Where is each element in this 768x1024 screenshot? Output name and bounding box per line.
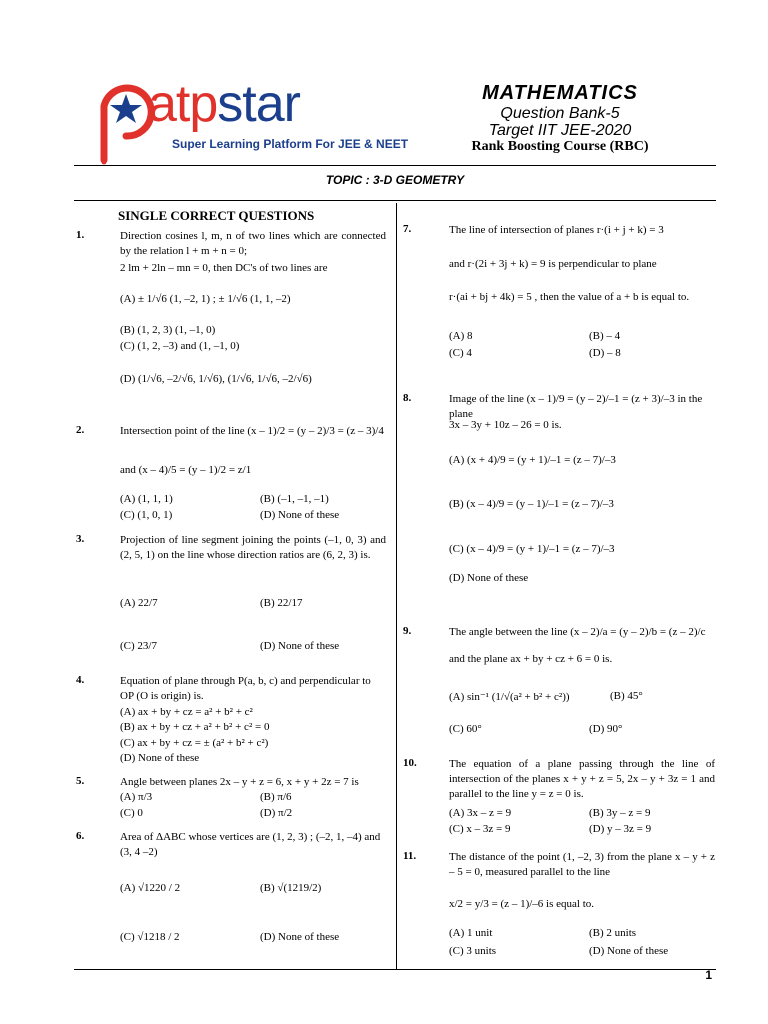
- q9-option-d: (D) 90°: [589, 723, 623, 735]
- q1-option-b: (B) (1, 2, 3) (1, –1, 0): [120, 324, 216, 336]
- q6-option-d: (D) None of these: [260, 931, 340, 943]
- q1-option-d: (D) (1/√6, –2/√6, 1/√6), (1/√6, 1/√6, –2/√6): [120, 373, 312, 385]
- q10-number: 10.: [403, 757, 417, 769]
- brand-name: [148, 74, 300, 134]
- q6-option-c: (C) √1218 / 2: [120, 931, 180, 943]
- q11-text: The distance of the point (1, –2, 3) from the plane x – y + z – 5 = 0, measured parallel to the line: [449, 851, 715, 878]
- subject-title: MATHEMATICS: [482, 82, 638, 104]
- target-exam: Target IIT JEE-2020: [488, 122, 632, 139]
- tagline: Super Learning Platform For JEE & NEET: [172, 137, 409, 151]
- q7-text2: and r·(2i + 3j + k) = 9 is perpendicular to plane: [449, 258, 657, 270]
- header-rule: [74, 165, 716, 166]
- q9-number: 9.: [403, 625, 412, 637]
- q7-text: The line of intersection of planes r·(i + j + k) = 3: [449, 224, 664, 236]
- q3-option-a: (A) 22/7: [120, 597, 158, 609]
- q1-option-a: (A) ± 1/√6 (1, –2, 1) ; ± 1/√6 (1, 1, –2): [120, 293, 291, 305]
- brand-name-star: star: [217, 75, 300, 133]
- topic-rule: [74, 200, 716, 201]
- q10-text: The equation of a plane passing through the line of intersection of the planes x + y + z = 5, 2x – y + 3z = 1 and parallel to the line y = z = 0 is.: [449, 758, 715, 800]
- q2-option-c: (C) (1, 0, 1): [120, 509, 173, 521]
- q4-option-c: (C) ax + by + cz = ± (a² + b² + c²): [120, 737, 269, 749]
- logo: [96, 78, 156, 168]
- q5-text: Angle between planes 2x – y + z = 6, x + y + 2z = 7 is: [120, 776, 359, 788]
- q10-option-d: (D) y – 3z = 9: [589, 823, 652, 835]
- q4-option-b: (B) ax + by + cz + a² + b² + c² = 0: [120, 721, 270, 733]
- q11-number: 11.: [403, 850, 417, 862]
- q2-option-d: (D) None of these: [260, 509, 340, 521]
- q7-text3: r·(ai + bj + 4k) = 5 , then the value of a + b is equal to.: [449, 291, 690, 303]
- q3-number: 3.: [76, 533, 85, 545]
- q10-option-b: (B) 3y – z = 9: [589, 807, 651, 819]
- q9-option-c: (C) 60°: [449, 723, 482, 735]
- q2-option-a: (A) (1, 1, 1): [120, 493, 173, 505]
- q5-option-d: (D) π/2: [260, 807, 293, 819]
- q5-number: 5.: [76, 775, 85, 787]
- q7-option-d: (D) – 8: [589, 347, 621, 359]
- star-p-logo-icon: [96, 78, 156, 168]
- q11-option-b: (B) 2 units: [589, 927, 637, 939]
- course-name: Rank Boosting Course (RBC): [471, 139, 649, 154]
- q11-option-c: (C) 3 units: [449, 945, 497, 957]
- q2-text: Intersection point of the line (x – 1)/2 = (y – 2)/3 = (z – 3)/4: [120, 425, 384, 437]
- q8-option-a: (A) (x + 4)/9 = (y + 1)/–1 = (z – 7)/–3: [449, 454, 616, 466]
- q11-text2: x/2 = y/3 = (z – 1)/–6 is equal to.: [449, 898, 594, 910]
- q1-number: 1.: [76, 229, 85, 241]
- topic-title: TOPIC : 3-D GEOMETRY: [325, 173, 465, 187]
- page-number: 1: [705, 968, 712, 982]
- q7-option-a: (A) 8: [449, 330, 473, 342]
- q6-option-a: (A) √1220 / 2: [120, 882, 181, 894]
- question-bank: Question Bank-5: [500, 105, 620, 122]
- q8-text: Image of the line (x – 1)/9 = (y – 2)/–1 = (z + 3)/–3 in the plane: [449, 393, 703, 420]
- q2-option-b: (B) (–1, –1, –1): [260, 493, 329, 505]
- q9-text: The angle between the line (x – 2)/a = (y – 2)/b = (z – 2)/c: [449, 626, 706, 638]
- q6-text: Area of ΔABC whose vertices are (1, 2, 3) ; (–2, 1, –4) and (3, 4 –2): [120, 831, 381, 858]
- q8-option-b: (B) (x – 4)/9 = (y – 1)/–1 = (z – 7)/–3: [449, 498, 614, 510]
- q8-number: 8.: [403, 392, 412, 404]
- q7-option-c: (C) 4: [449, 347, 472, 359]
- section-title: SINGLE CORRECT QUESTIONS: [118, 208, 315, 223]
- q3-option-b: (B) 22/17: [260, 597, 303, 609]
- q3-option-d: (D) None of these: [260, 640, 340, 652]
- q8-option-c: (C) (x – 4)/9 = (y + 1)/–1 = (z – 7)/–3: [449, 543, 615, 555]
- q8-text2: 3x – 3y + 10z – 26 = 0 is.: [449, 419, 562, 431]
- q1-text: Direction cosines l, m, n of two lines which are connected by the relation l + m + n = 0;: [120, 230, 386, 257]
- footer-rule: [74, 969, 716, 970]
- q4-option-d: (D) None of these: [120, 752, 200, 764]
- q7-option-b: (B) – 4: [589, 330, 621, 342]
- q5-option-c: (C) 0: [120, 807, 143, 819]
- header-info: [440, 82, 680, 155]
- q9-option-b: (B) 45°: [610, 690, 643, 702]
- q5-option-a: (A) π/3: [120, 791, 153, 803]
- q11-option-d: (D) None of these: [589, 945, 669, 957]
- column-divider: [396, 203, 397, 969]
- q8-option-d: (D) None of these: [449, 572, 529, 584]
- q10-option-a: (A) 3x – z = 9: [449, 807, 512, 819]
- q4-text: Equation of plane through P(a, b, c) and perpendicular to OP (O is origin) is.: [120, 675, 371, 702]
- q6-option-b: (B) √(1219/2): [260, 882, 322, 894]
- q1-option-c: (C) (1, 2, –3) and (1, –1, 0): [120, 340, 240, 352]
- q3-text: Projection of line segment joining the points (–1, 0, 3) and (2, 5, 1) on the line whose direction ratios are (6, 2, 3) is.: [120, 534, 386, 561]
- q2-text2: and (x – 4)/5 = (y – 1)/2 = z/1: [120, 464, 252, 476]
- q11-option-a: (A) 1 unit: [449, 927, 493, 939]
- q5-option-b: (B) π/6: [260, 791, 292, 803]
- q6-number: 6.: [76, 830, 85, 842]
- q7-number: 7.: [403, 223, 412, 235]
- q3-option-c: (C) 23/7: [120, 640, 157, 652]
- q1-text2: 2 lm + 2ln – mn = 0, then DC's of two lines are: [120, 262, 328, 274]
- q4-number: 4.: [76, 674, 85, 686]
- brand-name-atp: atp: [148, 75, 218, 133]
- q9-option-a: (A) sin⁻¹ (1/√(a² + b² + c²)): [449, 691, 570, 703]
- q2-number: 2.: [76, 424, 85, 436]
- q4-option-a: (A) ax + by + cz = a² + b² + c²: [120, 706, 253, 718]
- q9-text2: and the plane ax + by + cz + 6 = 0 is.: [449, 653, 613, 665]
- q10-option-c: (C) x – 3z = 9: [449, 823, 511, 835]
